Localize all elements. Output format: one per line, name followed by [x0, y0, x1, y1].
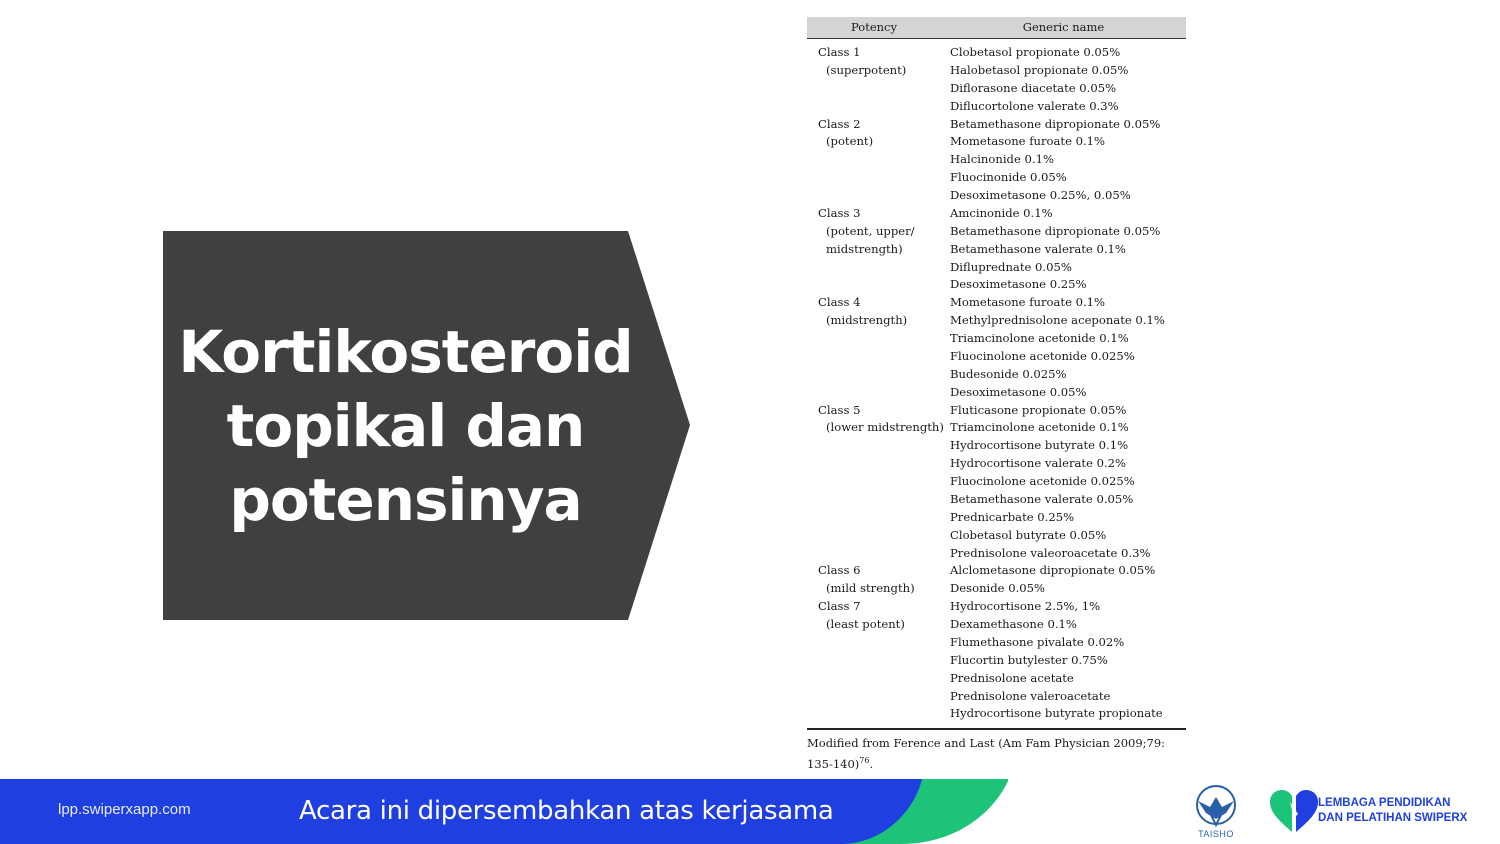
table-row — [807, 151, 1186, 169]
generic-name-cell: Amcinonide 0.1% — [950, 205, 1053, 220]
header-generic-name: Generic name — [1022, 20, 1105, 34]
potency-cell: Class 5 — [818, 402, 861, 417]
title-line-2: topikal dan — [226, 391, 585, 460]
title-line-1: Kortikosteroid — [178, 317, 633, 386]
generic-name-cell: Fluocinonide 0.05% — [950, 170, 1067, 185]
lpp-line-2: DAN PELATIHAN SWIPERX — [1318, 812, 1468, 824]
table-row — [807, 241, 1186, 259]
table-row — [807, 545, 1186, 563]
generic-name-cell: Clobetasol propionate 0.05% — [950, 45, 1121, 59]
table-row — [807, 402, 1186, 420]
potency-cell: (superpotent) — [826, 62, 907, 77]
table-row — [807, 366, 1186, 384]
generic-name-cell: Halcinonide 0.1% — [950, 152, 1054, 167]
table-row — [807, 652, 1186, 670]
table-body — [807, 39, 1186, 723]
generic-name-cell: Hydrocortisone valerate 0.2% — [950, 456, 1127, 471]
table-header — [807, 17, 1186, 39]
table-row — [807, 259, 1186, 277]
potency-cell: midstrength) — [826, 241, 903, 256]
table-row — [807, 670, 1186, 688]
generic-name-cell: Budesonide 0.025% — [950, 366, 1067, 381]
table-row — [807, 455, 1186, 473]
potency-cell: (lower midstrength) — [826, 420, 944, 435]
table-row — [807, 276, 1186, 294]
generic-name-cell: Betamethasone dipropionate 0.05% — [950, 223, 1161, 238]
table-row — [807, 44, 1186, 62]
table-row — [807, 598, 1186, 616]
generic-name-cell: Mometasone furoate 0.1% — [950, 134, 1106, 149]
header-potency: Potency — [851, 20, 897, 34]
source-note-text: Modified from Ference and Last (Am Fam Physician 2009;79: 135-140) — [807, 736, 1166, 772]
table-source-note — [807, 730, 1186, 773]
table-row — [807, 223, 1186, 241]
lpp-line-1: LEMBAGA PENDIDIKAN — [1318, 797, 1451, 809]
lpp-logo-text — [1318, 796, 1467, 826]
potency-cell: Class 1 — [818, 45, 861, 59]
page-title — [163, 231, 648, 620]
generic-name-cell: Difluprednate 0.05% — [950, 259, 1072, 274]
generic-name-cell: Diflucortolone valerate 0.3% — [950, 98, 1119, 113]
potency-cell: Class 3 — [818, 205, 861, 220]
generic-name-cell: Hydrocortisone butyrate 0.1% — [950, 438, 1129, 453]
table-row — [807, 80, 1186, 98]
generic-name-cell: Diflorasone diacetate 0.05% — [950, 80, 1117, 95]
table-row — [807, 187, 1186, 205]
table-row — [807, 562, 1186, 580]
potency-cell: (midstrength) — [826, 313, 908, 328]
generic-name-cell: Alclometasone dipropionate 0.05% — [950, 563, 1156, 578]
table-row — [807, 169, 1186, 187]
table-row — [807, 133, 1186, 151]
generic-name-cell: Fluticasone propionate 0.05% — [950, 402, 1127, 417]
table-row — [807, 116, 1186, 134]
generic-name-cell: Prednicarbate 0.25% — [950, 509, 1075, 524]
generic-name-cell: Hydrocortisone 2.5%, 1% — [950, 599, 1101, 614]
generic-name-cell: Prednisolone valeoroacetate 0.3% — [950, 545, 1151, 560]
table-row — [807, 616, 1186, 634]
table-row — [807, 419, 1186, 437]
potency-cell: Class 2 — [818, 116, 861, 131]
table-row — [807, 473, 1186, 491]
generic-name-cell: Triamcinolone acetonide 0.1% — [950, 331, 1129, 345]
table-row — [807, 312, 1186, 330]
generic-name-cell: Prednisolone valeroacetate — [950, 688, 1111, 703]
table-row — [807, 294, 1186, 312]
generic-name-cell: Desoximetasone 0.25% — [950, 277, 1087, 292]
table-row — [807, 527, 1186, 545]
generic-name-cell: Desonide 0.05% — [950, 581, 1046, 596]
title-line-3: potensinya — [229, 465, 582, 534]
generic-name-cell: Fluocinolone acetonide 0.025% — [950, 348, 1135, 363]
lpp-heart-icon — [1268, 788, 1320, 834]
generic-name-cell: Mometasone furoate 0.1% — [950, 295, 1106, 310]
source-note-end: . — [869, 757, 874, 772]
generic-name-cell: Betamethasone valerate 0.05% — [950, 491, 1134, 506]
generic-name-cell: Clobetasol butyrate 0.05% — [950, 527, 1107, 542]
generic-name-cell: Prednisolone acetate — [950, 670, 1074, 685]
generic-name-cell: Flumethasone pivalate 0.02% — [950, 634, 1125, 649]
generic-name-cell: Fluocinolone acetonide 0.025% — [950, 474, 1135, 488]
generic-name-cell: Flucortin butylester 0.75% — [950, 652, 1108, 667]
taisho-label: TAISHO — [1198, 829, 1234, 839]
generic-name-cell: Desoximetasone 0.05% — [950, 384, 1087, 399]
generic-name-cell: Halobetasol propionate 0.05% — [950, 62, 1129, 77]
table-row — [807, 509, 1186, 527]
potency-cell: Class 7 — [818, 599, 861, 614]
potency-cell: (potent, upper/ — [826, 223, 915, 238]
potency-table — [807, 17, 1186, 773]
potency-cell: Class 4 — [818, 295, 861, 310]
table-row — [807, 491, 1186, 509]
source-note-ref: 76 — [859, 756, 870, 766]
footer-sponsor-text: Acara ini dipersembahkan atas kerjasama — [299, 796, 834, 826]
table-row — [807, 437, 1186, 455]
potency-cell: Class 6 — [818, 563, 861, 578]
potency-cell: (least potent) — [826, 617, 905, 631]
table-row — [807, 62, 1186, 80]
table-row — [807, 330, 1186, 348]
title-arrow-block — [163, 231, 690, 620]
footer-url[interactable]: lpp.swiperxapp.com — [58, 801, 191, 818]
table-row — [807, 688, 1186, 706]
generic-name-cell: Hydrocortisone butyrate propionate — [950, 706, 1163, 721]
table-row — [807, 205, 1186, 223]
table-row — [807, 580, 1186, 598]
table-row — [807, 634, 1186, 652]
table-row — [807, 705, 1186, 723]
table-row — [807, 384, 1186, 402]
generic-name-cell: Dexamethasone 0.1% — [950, 617, 1077, 631]
generic-name-cell: Betamethasone dipropionate 0.05% — [950, 116, 1161, 131]
table-row — [807, 98, 1186, 116]
potency-cell: (mild strength) — [826, 581, 915, 596]
generic-name-cell: Methylprednisolone aceponate 0.1% — [950, 313, 1165, 328]
table-row — [807, 348, 1186, 366]
potency-cell: (potent) — [826, 134, 874, 149]
generic-name-cell: Triamcinolone acetonide 0.1% — [950, 420, 1129, 435]
generic-name-cell: Desoximetasone 0.25%, 0.05% — [950, 188, 1131, 202]
generic-name-cell: Betamethasone valerate 0.1% — [950, 241, 1126, 256]
